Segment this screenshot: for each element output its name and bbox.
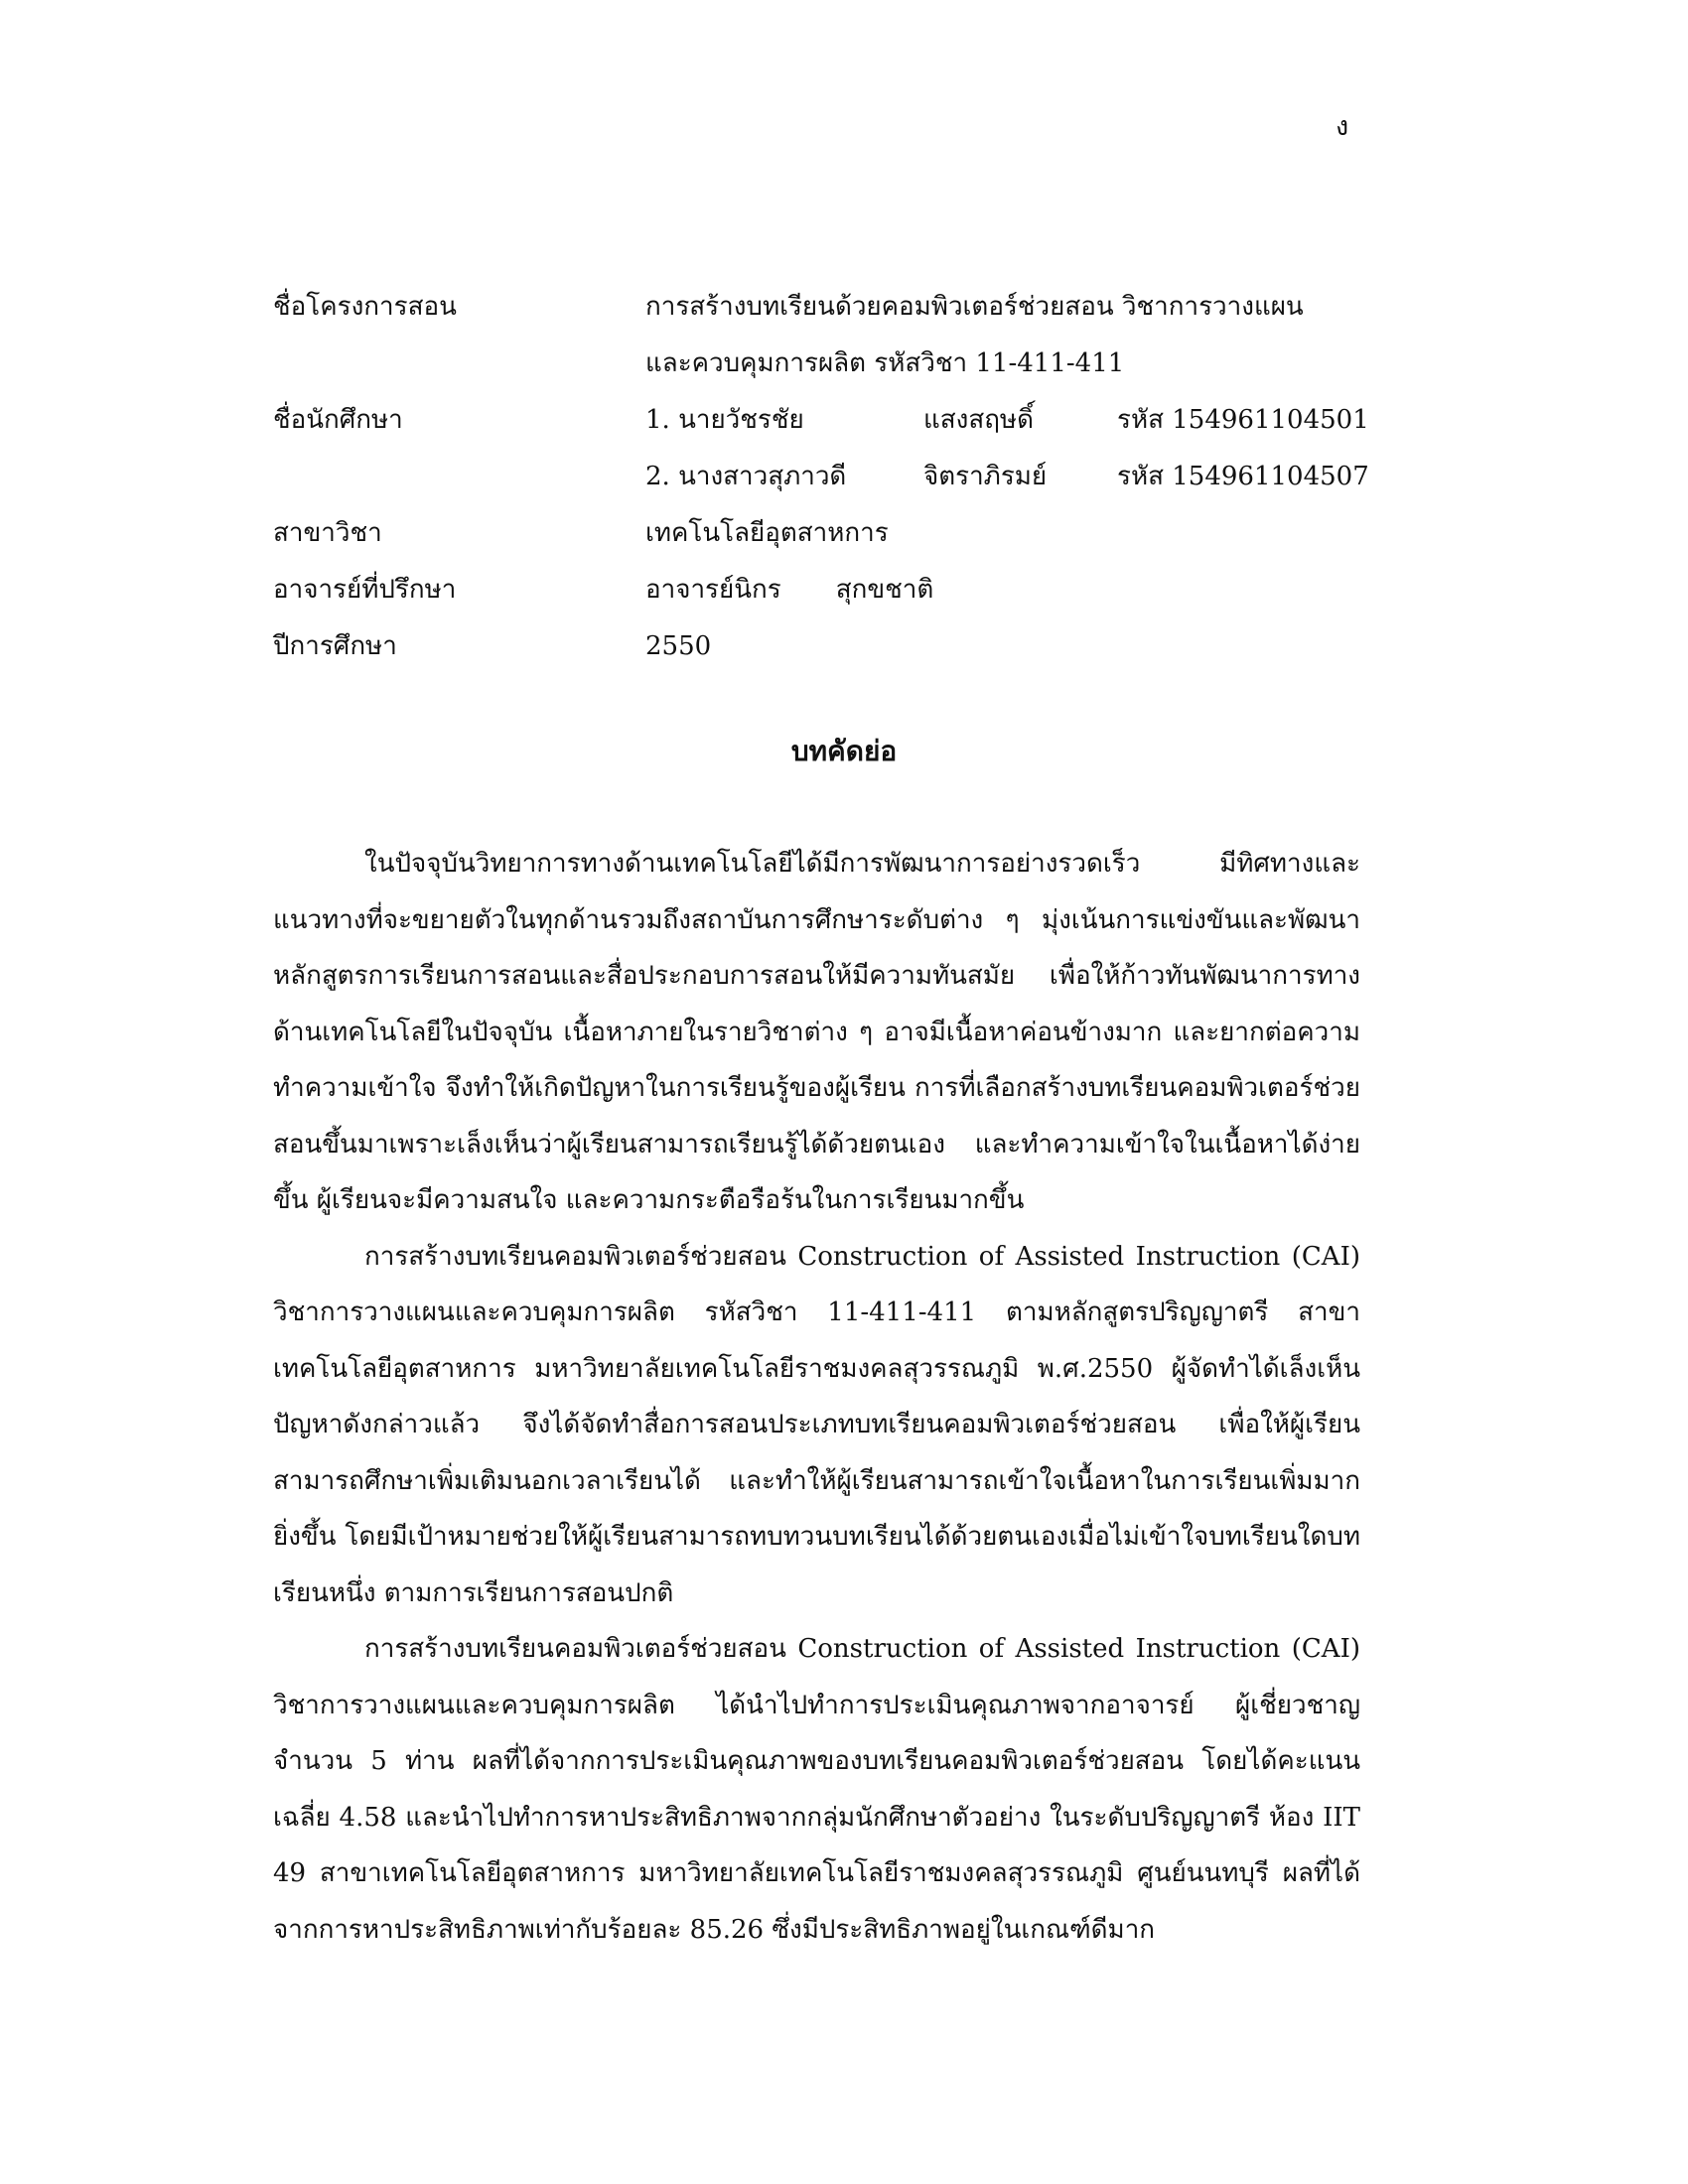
student-1-name: 1. นายวัชรชัย	[645, 405, 804, 435]
abstract-paragraph-3: การสร้างบทเรียนคอมพิวเตอร์ช่วยสอน Construction of Assisted Instruction (CAI) วิชาการวางแผนและควบคุมการผลิต ได้นำไปทำการประเมินคุณภาพจากอาจารย์ ผู้เชี่ยวชาญ จำนวน 5 ท่าน ผลที่ได้จากการประเมินคุณภาพของบทเรียนคอมพิวเตอร์ช่วยสอน โดยได้คะแนนเฉลี่ย 4.58 และนำไปทำการหาประสิทธิภาพจากกลุ่มนักศึกษาตัวอย่าง ในระดับปริญญาตรี ห้อง IIT 49 สาขาเทคโนโลยีอุตสาหการ มหาวิทยาลัยเทคโนโลยีราชมงคลสุวรรณภูมิ ศูนย์นนทบุรี ผลที่ได้จากการหาประสิทธิภาพเท่ากับร้อยละ 85.26 ซึ่งมีประสิทธิภาพอยู่ในเกณฑ์ดีมาก	[273, 1634, 1360, 1945]
year-label: ปีการศึกษา	[273, 631, 397, 661]
abstract-body	[273, 836, 1360, 1958]
advisor-label: อาจารย์ที่ปรึกษา	[273, 575, 457, 605]
abstract-paragraph-2: การสร้างบทเรียนคอมพิวเตอร์ช่วยสอน Construction of Assisted Instruction (CAI) วิชาการวางแผนและควบคุมการผลิต รหัสวิชา 11-411-411 ตามหลักสูตรปริญญาตรี สาขาเทคโนโลยีอุตสาหการ มหาวิทยาลัยเทคโนโลยีราชมงคลสุวรรณภูมิ พ.ศ.2550 ผู้จัดทำได้เล็งเห็นปัญหาดังกล่าวแล้ว จึงได้จัดทำสื่อการสอนประเภทบทเรียนคอมพิวเตอร์ช่วยสอน เพื่อให้ผู้เรียนสามารถศึกษาเพิ่มเติมนอกเวลาเรียนได้ และทำให้ผู้เรียนสามารถเข้าใจเนื้อหาในการเรียนเพิ่มมากยิ่งขึ้น โดยมีเป้าหมายช่วยให้ผู้เรียนสามารถทบทวนบทเรียนได้ด้วยตนเองเมื่อไม่เข้าใจบทเรียนใดบทเรียนหนึ่ง ตามการเรียนการสอนปกติ	[273, 1241, 1360, 1608]
advisor-row	[273, 561, 1365, 617]
year-value: 2550	[645, 630, 712, 661]
student-row-2	[273, 448, 1369, 504]
major-label: สาขาวิชา	[273, 518, 382, 548]
project-title-row-2	[273, 335, 1365, 391]
advisor-surname: สุกขชาติ	[835, 575, 934, 605]
student-2	[645, 456, 1375, 496]
project-title-line1: การสร้างบทเรียนด้วยคอมพิวเตอร์ช่วยสอน วิชาการวางแผน	[645, 292, 1304, 322]
page-number: ง	[1336, 111, 1349, 142]
student-row-1	[273, 391, 1369, 448]
student-1	[645, 399, 1375, 440]
student-2-code: รหัส 154961104507	[1117, 462, 1369, 491]
students-label: ชื่อนักศึกษา	[273, 405, 403, 435]
abstract-paragraph-1: ในปัจจุบันวิทยาการทางด้านเทคโนโลยีได้มีการพัฒนาการอย่างรวดเร็ว มีทิศทางและแนวทางที่จะขยายตัวในทุกด้านรวมถึงสถาบันการศึกษาระดับต่าง ๆ มุ่งเน้นการแข่งขันและพัฒนาหลักสูตรการเรียนการสอนและสื่อประกอบการสอนให้มีความทันสมัย เพื่อให้ก้าวทันพัฒนาการทางด้านเทคโนโลยีในปัจจุบัน เนื้อหาภายในรายวิชาต่าง ๆ อาจมีเนื้อหาค่อนข้างมาก และยากต่อความทำความเข้าใจ จึงทำให้เกิดปัญหาในการเรียนรู้ของผู้เรียน การที่เลือกสร้างบทเรียนคอมพิวเตอร์ช่วยสอนขึ้นมาเพราะเล็งเห็นว่าผู้เรียนสามารถเรียนรู้ได้ด้วยตนเอง และทำความเข้าใจในเนื้อหาได้ง่ายขึ้น ผู้เรียนจะมีความสนใจ และความกระตือรือร้นในการเรียนมากขึ้น	[273, 849, 1360, 1215]
project-info	[273, 278, 1369, 674]
project-title-row	[273, 278, 1365, 335]
project-title-label: ชื่อโครงการสอน	[273, 292, 457, 322]
student-1-code: รหัส 154961104501	[1117, 405, 1369, 435]
project-title-line2: และควบคุมการผลิต รหัสวิชา 11-411-411	[645, 348, 1125, 378]
major-row	[273, 504, 1365, 561]
advisor-value	[645, 569, 1365, 610]
student-1-surname: แสงสฤษดิ์	[923, 405, 1034, 435]
advisor-name: อาจารย์นิกร	[645, 575, 781, 605]
year-row	[273, 617, 1365, 674]
student-2-name: 2. นางสาวสุภาวดี	[645, 462, 847, 491]
major-value: เทคโนโลยีอุตสาหการ	[645, 518, 889, 548]
abstract-heading: บทคัดย่อ	[790, 735, 898, 767]
student-2-surname: จิตราภิรมย์	[923, 462, 1048, 491]
